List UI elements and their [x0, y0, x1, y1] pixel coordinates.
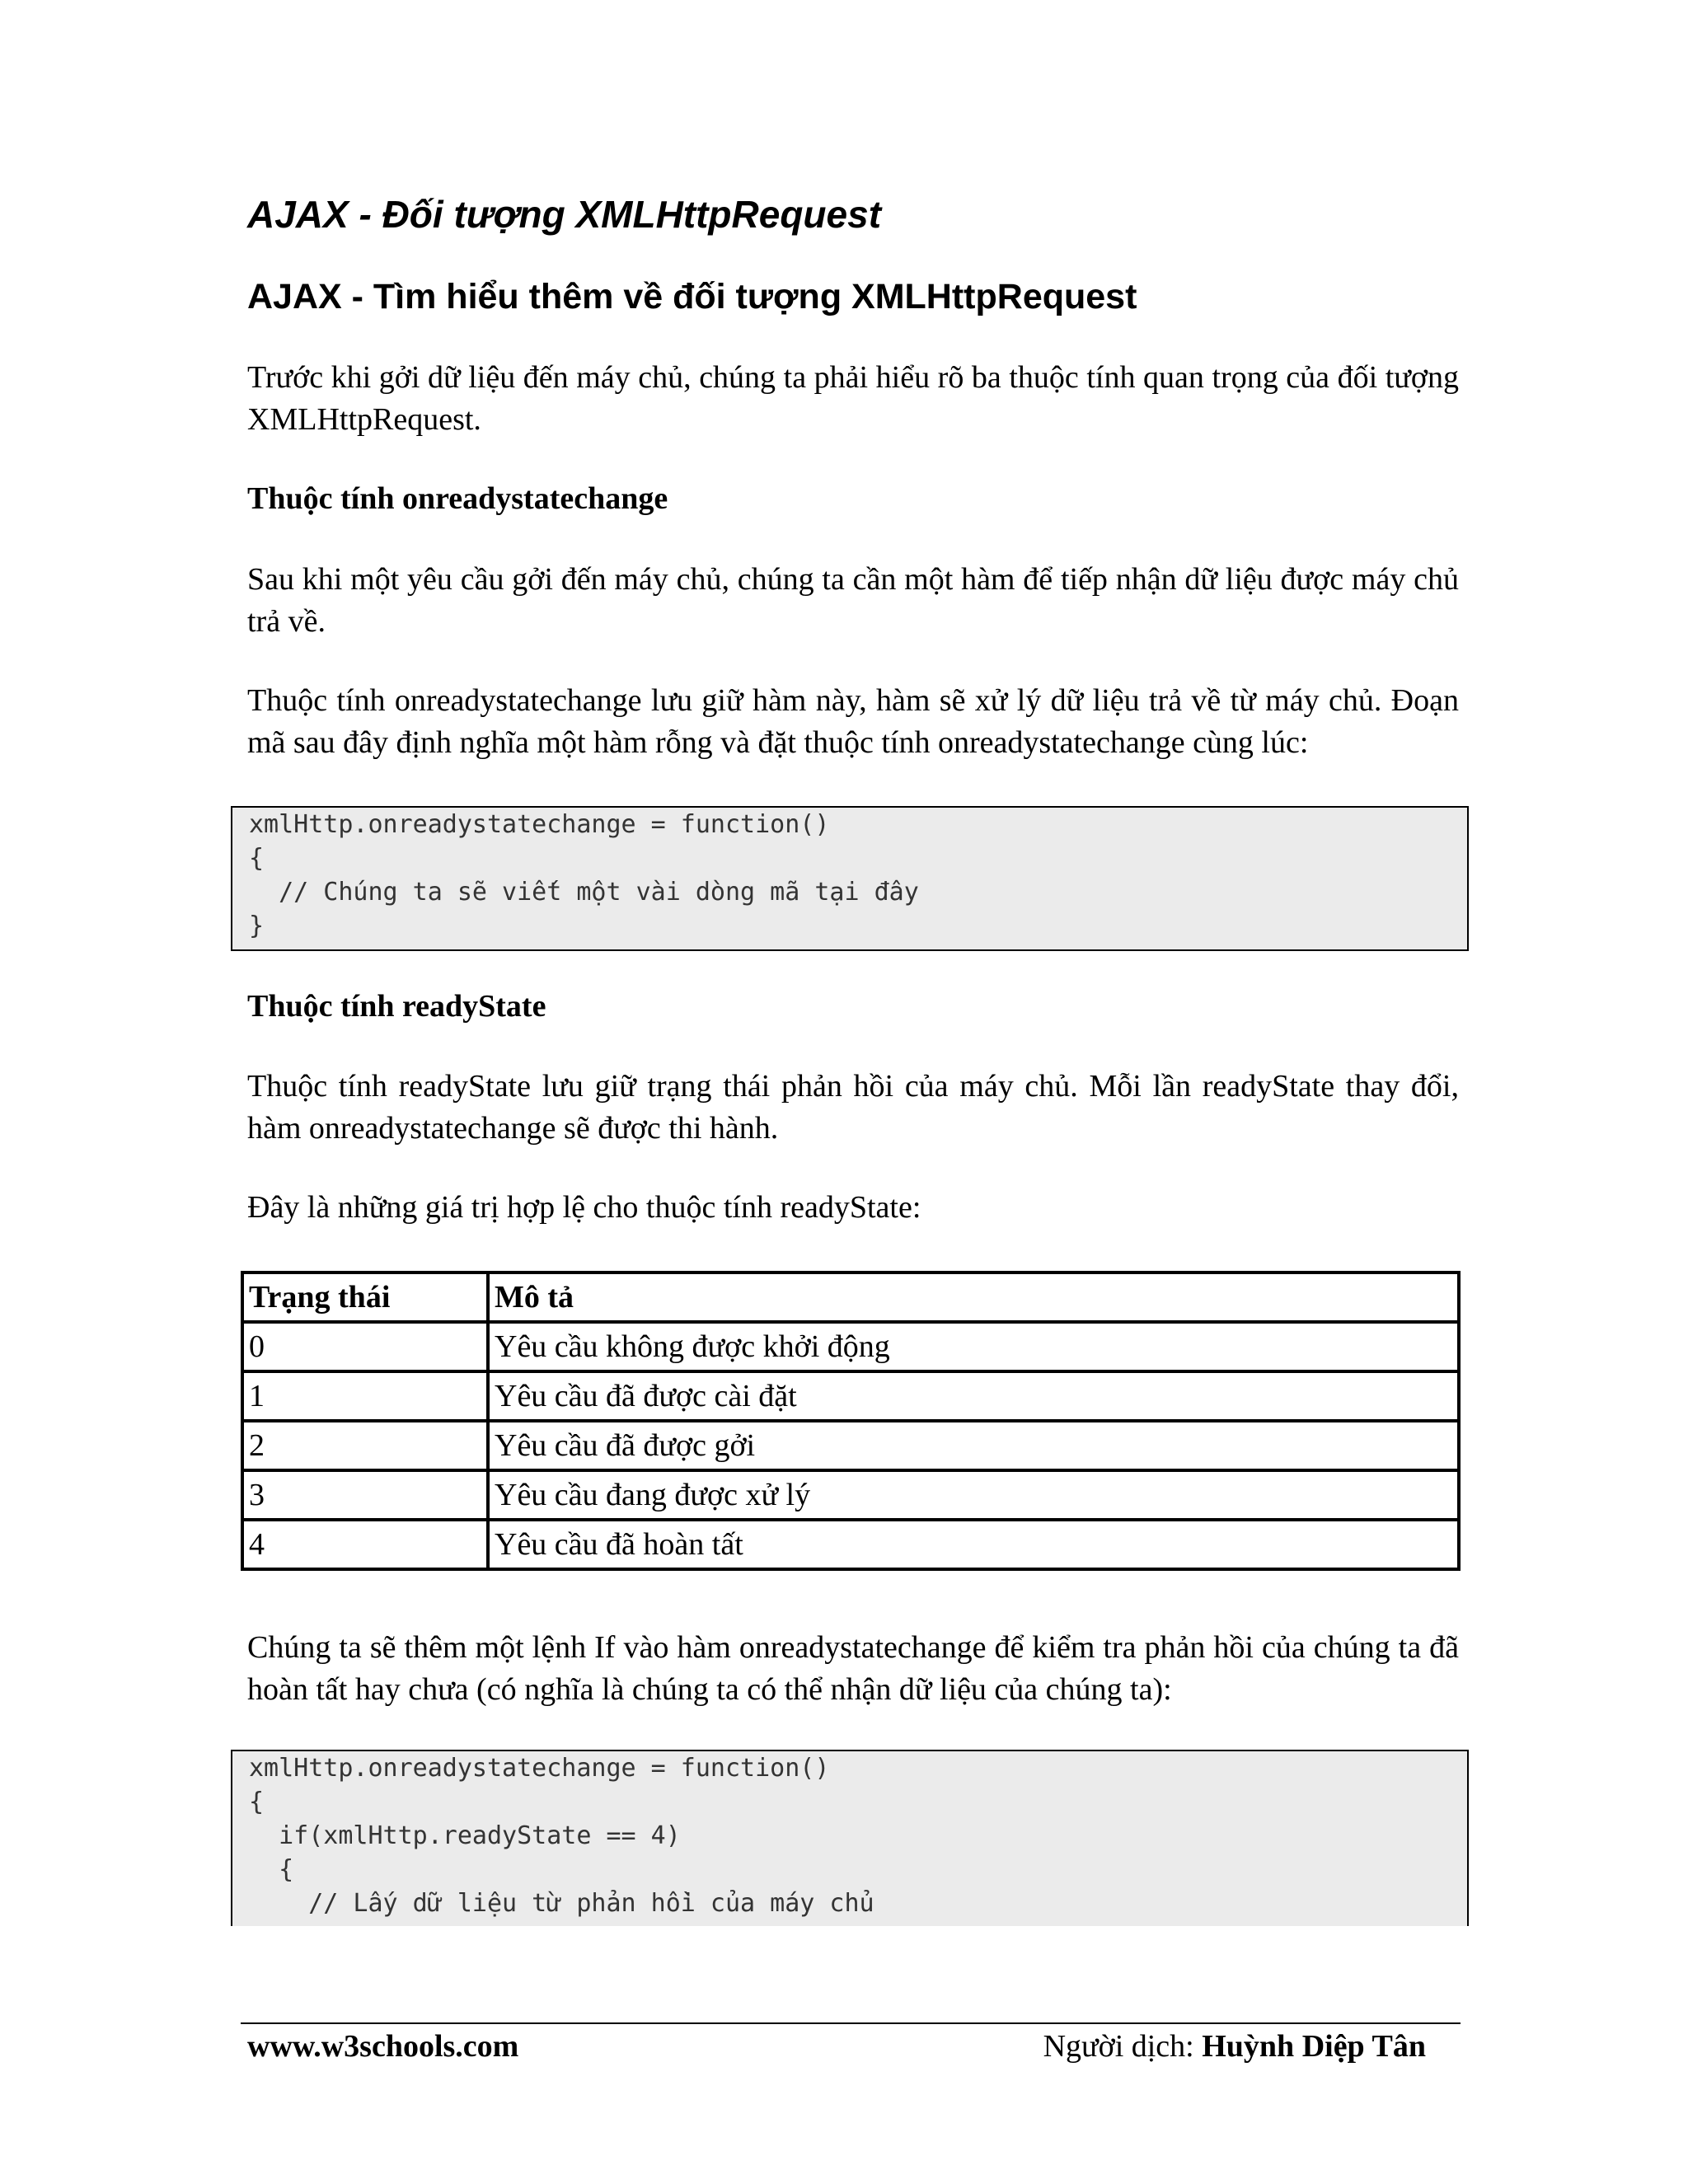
code-line: // Lấy dữ liệu từ phản hồi của máy chủ [249, 1889, 874, 1918]
table-row [242, 1421, 1459, 1470]
table-cell-state: 1 [242, 1371, 488, 1421]
table-header-description: Mô tả [488, 1272, 1459, 1322]
table-cell-state: 0 [242, 1322, 488, 1371]
readystate-paragraph-1: Thuộc tính readyState lưu giữ trạng thái phản hồi của máy chủ. Mỗi lần readyState thay đổi, hàm onreadystatechange sẽ được thi hành. [247, 1069, 1459, 1146]
code-line: // Chúng ta sẽ viết một vài dòng mã tại đây [249, 878, 919, 907]
code-block-onreadystatechange [231, 806, 1469, 951]
table-cell-state: 3 [242, 1470, 488, 1520]
onreadystatechange-heading: Thuộc tính onreadystatechange [247, 481, 668, 516]
code-line: xmlHttp.onreadystatechange = function() [249, 1754, 830, 1783]
code-line: xmlHttp.onreadystatechange = function() [249, 810, 830, 839]
table-cell-description: Yêu cầu đã được cài đặt [488, 1371, 1459, 1421]
footer-divider [241, 2022, 1461, 2024]
onreadystatechange-paragraph-1: Sau khi một yêu cầu gởi đến máy chủ, chúng ta cần một hàm để tiếp nhận dữ liệu được máy chủ trả về. [247, 562, 1459, 639]
section-title: AJAX - Tìm hiểu thêm về đối tượng XMLHttpRequest [247, 277, 1137, 316]
readystate-paragraph-3: Chúng ta sẽ thêm một lệnh If vào hàm onreadystatechange để kiểm tra phản hồi của chúng ta đã hoàn tất hay chưa (có nghĩa là chúng ta có thể nhận dữ liệu của chúng ta): [247, 1630, 1459, 1707]
footer-translator-label: Người dịch: [1043, 2029, 1203, 2064]
table-row [242, 1470, 1459, 1520]
code-block-readystate-check [231, 1750, 1469, 1926]
table-header-state: Trạng thái [242, 1272, 488, 1322]
code-line: if(xmlHttp.readyState == 4) [249, 1821, 681, 1850]
table-row [242, 1520, 1459, 1569]
table-cell-description: Yêu cầu đã được gởi [488, 1421, 1459, 1470]
table-cell-state: 2 [242, 1421, 488, 1470]
code-line: { [249, 844, 265, 873]
table-cell-state: 4 [242, 1520, 488, 1569]
table-row [242, 1371, 1459, 1421]
page-title: AJAX - Đối tượng XMLHttpRequest [247, 193, 882, 236]
table-header-row [242, 1272, 1459, 1322]
table-cell-description: Yêu cầu không được khởi động [488, 1322, 1459, 1371]
readystate-paragraph-2: Đây là những giá trị hợp lệ cho thuộc tính readyState: [247, 1190, 921, 1225]
intro-paragraph: Trước khi gởi dữ liệu đến máy chủ, chúng ta phải hiểu rõ ba thuộc tính quan trọng của đối tượng XMLHttpRequest. [247, 360, 1459, 437]
code-line: { [249, 1855, 294, 1884]
footer-translator-name: Huỳnh Diệp Tân [1202, 2029, 1426, 2064]
footer-translator [1043, 2026, 1426, 2068]
readystate-table [241, 1271, 1461, 1571]
table-row [242, 1322, 1459, 1371]
code-line: { [249, 1788, 265, 1816]
readystate-heading: Thuộc tính readyState [247, 989, 546, 1024]
footer-website: www.w3schools.com [247, 2029, 519, 2064]
onreadystatechange-paragraph-2: Thuộc tính onreadystatechange lưu giữ hàm này, hàm sẽ xử lý dữ liệu trả về từ máy chủ. Đoạn mã sau đây định nghĩa một hàm rỗng và đặt thuộc tính onreadystatechange cùng lúc: [247, 683, 1459, 760]
code-line: } [249, 912, 265, 940]
table-cell-description: Yêu cầu đang được xử lý [488, 1470, 1459, 1520]
table-cell-description: Yêu cầu đã hoàn tất [488, 1520, 1459, 1569]
